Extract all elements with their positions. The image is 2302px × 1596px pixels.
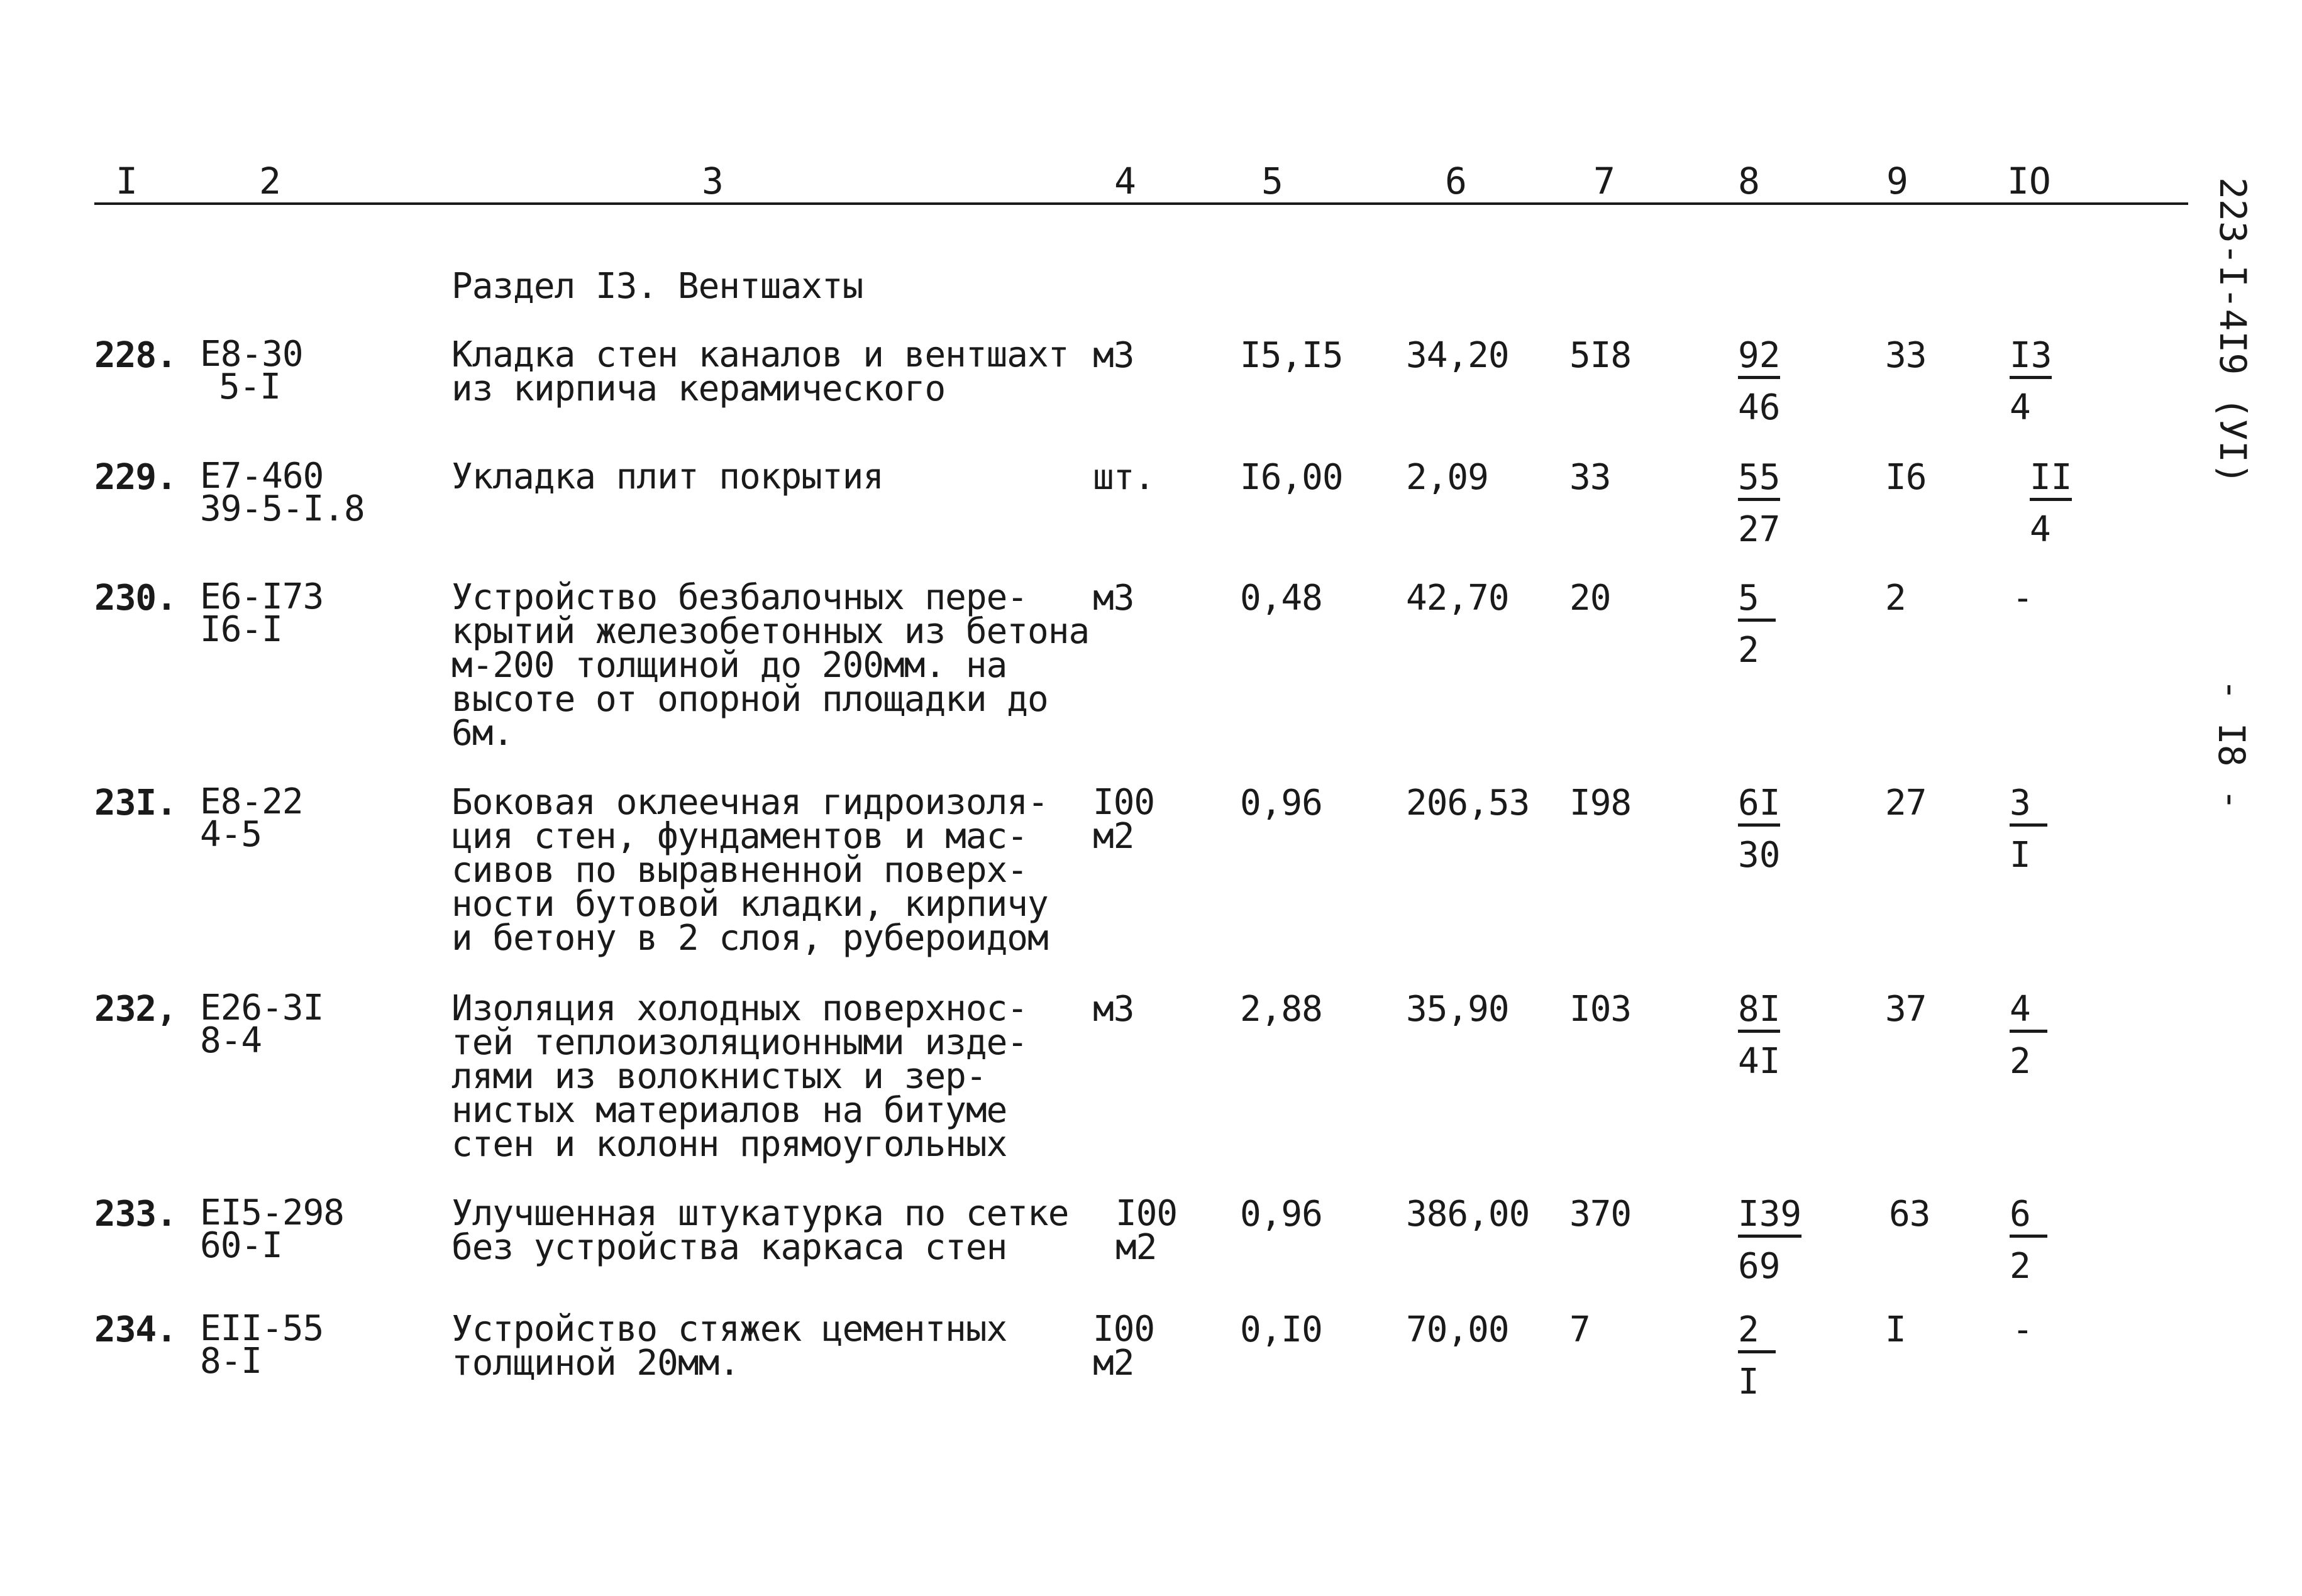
desc-line: высоте от опорной площадки до bbox=[451, 679, 1048, 720]
desc-line: м-200 толщиной до 200мм. на bbox=[451, 645, 1007, 686]
col-header-7: 7 bbox=[1593, 160, 1615, 202]
row-unit bbox=[1093, 782, 1155, 857]
fraction-numerator: 55 bbox=[1738, 460, 1780, 501]
row-total: 370 bbox=[1569, 1194, 1632, 1235]
row-price: 34,20 bbox=[1406, 335, 1509, 376]
fraction-numerator: 2 bbox=[1738, 1313, 1776, 1353]
fraction-numerator: 4 bbox=[2010, 992, 2047, 1033]
desc-line: Кладка стен каналов и вентшахт bbox=[451, 334, 1069, 375]
desc-line: нистых материалов на битуме bbox=[451, 1090, 1007, 1131]
row-col8-fraction bbox=[1738, 457, 1781, 550]
fraction-numerator: 5 bbox=[1738, 581, 1776, 622]
row-quantity: 0,48 bbox=[1240, 578, 1322, 619]
row-description bbox=[451, 456, 884, 497]
fraction-denominator: 2 bbox=[1738, 630, 1759, 671]
row-number: 23I. bbox=[94, 783, 177, 823]
row-quantity: 0,I0 bbox=[1240, 1309, 1322, 1350]
fraction-numerator: 8I bbox=[1738, 992, 1780, 1033]
row-price: 42,70 bbox=[1406, 578, 1509, 619]
row-col8-fraction bbox=[1738, 1309, 1776, 1402]
row-code-1: EI5-298 bbox=[200, 1192, 345, 1233]
desc-line: Укладка плит покрытия bbox=[451, 456, 884, 497]
row-col9: 33 bbox=[1885, 335, 1927, 376]
row-price: 70,00 bbox=[1406, 1309, 1509, 1350]
row-col8-fraction bbox=[1738, 989, 1781, 1082]
row-col8-fraction bbox=[1738, 335, 1781, 428]
row-col9: I6 bbox=[1885, 457, 1927, 498]
unit-line: I00 bbox=[1115, 1193, 1178, 1234]
col-header-6: 6 bbox=[1445, 160, 1467, 202]
fraction-numerator: I39 bbox=[1738, 1197, 1801, 1238]
fraction-numerator: 6 bbox=[2010, 1197, 2047, 1238]
row-quantity: 2,88 bbox=[1240, 989, 1322, 1030]
row-total: I98 bbox=[1569, 783, 1632, 823]
unit-line: м2 bbox=[1115, 1227, 1157, 1268]
fraction-denominator: 30 bbox=[1738, 835, 1781, 876]
col-header-10: IO bbox=[2007, 160, 2051, 202]
row-code-2: 5-I bbox=[219, 366, 281, 407]
row-code-2: 8-4 bbox=[200, 1020, 262, 1061]
row-unit bbox=[1093, 1309, 1155, 1384]
row-code-1: EII-55 bbox=[200, 1308, 324, 1349]
fraction-denominator: I bbox=[1738, 1362, 1759, 1402]
desc-line: крытий железобетонных из бетона bbox=[451, 611, 1090, 652]
col-header-2: 2 bbox=[259, 160, 281, 202]
desc-line: и бетону в 2 слоя, рубероидом bbox=[451, 918, 1048, 959]
desc-line: ности бутовой кладки, кирпичу bbox=[451, 884, 1048, 925]
row-price: 386,00 bbox=[1406, 1194, 1530, 1235]
row-quantity: 0,96 bbox=[1240, 1194, 1322, 1235]
desc-line: 6м. bbox=[451, 713, 514, 754]
row-code-2: 60-I bbox=[200, 1225, 282, 1266]
row-unit bbox=[1115, 1193, 1178, 1268]
row-code bbox=[200, 988, 324, 1061]
unit-line: м2 bbox=[1093, 1343, 1134, 1384]
row-col9: 2 bbox=[1885, 578, 1906, 619]
row-total: 33 bbox=[1569, 457, 1611, 498]
row-col9: 27 bbox=[1885, 783, 1927, 823]
row-col10-fraction bbox=[2010, 989, 2047, 1082]
row-total: 7 bbox=[1569, 1309, 1590, 1350]
row-unit: м3 bbox=[1093, 335, 1134, 376]
section-title: Раздел I3. Вентшахты bbox=[451, 266, 863, 307]
row-code-1: E7-460 bbox=[200, 456, 324, 497]
fraction-denominator: 4 bbox=[2010, 387, 2031, 428]
row-col8-fraction bbox=[1738, 578, 1776, 671]
document-code-label: 223-I-4I9 (УI) bbox=[2211, 177, 2254, 485]
row-code-1: E8-22 bbox=[200, 781, 303, 822]
desc-line: Изоляция холодных поверхнос- bbox=[451, 988, 1028, 1029]
fraction-numerator: 3 bbox=[2010, 786, 2047, 827]
row-description bbox=[451, 782, 1048, 959]
header-rule bbox=[94, 202, 2188, 205]
desc-line: тей теплоизоляционными изде- bbox=[451, 1022, 1028, 1063]
desc-line: ция стен, фундаментов и мас- bbox=[451, 816, 1028, 857]
fraction-denominator: 69 bbox=[1738, 1246, 1781, 1287]
fraction-numerator: I3 bbox=[2010, 338, 2052, 379]
row-code-2: 4-5 bbox=[200, 814, 262, 855]
row-price: 206,53 bbox=[1406, 783, 1530, 823]
page-number-label: - I8 - bbox=[2210, 679, 2253, 811]
row-description bbox=[451, 1309, 1007, 1384]
fraction-denominator: I bbox=[2010, 835, 2031, 876]
unit-line: м2 bbox=[1093, 816, 1134, 857]
row-col10-fraction bbox=[2010, 335, 2052, 428]
desc-line: лями из волокнистых и зер- bbox=[451, 1056, 987, 1097]
fraction-numerator: II bbox=[2030, 460, 2072, 501]
desc-line: без устройства каркаса стен bbox=[451, 1227, 1007, 1268]
row-description bbox=[451, 1193, 1069, 1268]
row-code-1: E6-I73 bbox=[200, 576, 324, 617]
row-unit: шт. bbox=[1093, 457, 1155, 498]
row-number: 233. bbox=[94, 1194, 177, 1235]
fraction-denominator: 2 bbox=[2010, 1041, 2031, 1082]
col-header-4: 4 bbox=[1114, 160, 1136, 202]
row-quantity: 0,96 bbox=[1240, 783, 1322, 823]
fraction-denominator: 27 bbox=[1738, 509, 1781, 550]
row-quantity: I5,I5 bbox=[1240, 335, 1343, 376]
row-col10: - bbox=[2012, 1309, 2033, 1350]
row-col9: 37 bbox=[1885, 989, 1927, 1030]
row-description bbox=[451, 334, 1069, 409]
row-number: 228. bbox=[94, 335, 177, 376]
row-col10: - bbox=[2012, 578, 2033, 619]
col-header-1: I bbox=[116, 160, 138, 202]
row-col10-fraction bbox=[2010, 783, 2047, 876]
row-code-2: 8-I bbox=[200, 1341, 262, 1382]
row-code bbox=[200, 334, 303, 407]
row-col8-fraction bbox=[1738, 1194, 1802, 1287]
row-code-1: E8-30 bbox=[200, 334, 303, 375]
fraction-numerator: 6I bbox=[1738, 786, 1780, 827]
row-number: 232, bbox=[94, 989, 177, 1030]
row-unit: м3 bbox=[1093, 989, 1134, 1030]
row-unit: м3 bbox=[1093, 578, 1134, 619]
desc-line: Боковая оклеечная гидроизоля- bbox=[451, 782, 1048, 823]
row-price: 35,90 bbox=[1406, 989, 1509, 1030]
row-description bbox=[451, 577, 1090, 754]
row-price: 2,09 bbox=[1406, 457, 1488, 498]
fraction-denominator: 4 bbox=[2030, 509, 2051, 550]
row-total: 5I8 bbox=[1569, 335, 1632, 376]
desc-line: Улучшенная штукатурка по сетке bbox=[451, 1193, 1069, 1234]
col-header-8: 8 bbox=[1738, 160, 1760, 202]
row-quantity: I6,00 bbox=[1240, 457, 1343, 498]
fraction-denominator: 4I bbox=[1738, 1041, 1781, 1082]
row-code-1: E26-3I bbox=[200, 988, 324, 1028]
desc-line: Устройство безбалочных пере- bbox=[451, 577, 1028, 618]
row-code-2: I6-I bbox=[200, 609, 282, 650]
row-number: 234. bbox=[94, 1309, 177, 1350]
col-header-9: 9 bbox=[1886, 160, 1908, 202]
row-code bbox=[200, 1192, 345, 1266]
desc-line: стен и колонн прямоугольных bbox=[451, 1124, 1007, 1165]
desc-line: сивов по выравненной поверх- bbox=[451, 850, 1028, 891]
row-code-2: 39-5-I.8 bbox=[200, 488, 365, 529]
row-col9: I bbox=[1885, 1309, 1906, 1350]
row-number: 230. bbox=[94, 578, 177, 619]
fraction-denominator: 2 bbox=[2010, 1246, 2031, 1287]
desc-line: Устройство стяжек цементных bbox=[451, 1309, 1007, 1350]
desc-line: из кирпича керамического bbox=[451, 368, 946, 409]
row-col8-fraction bbox=[1738, 783, 1781, 876]
row-total: 20 bbox=[1569, 578, 1611, 619]
row-col10-fraction bbox=[2010, 1194, 2047, 1287]
fraction-denominator: 46 bbox=[1738, 387, 1781, 428]
row-col10-fraction bbox=[2030, 457, 2072, 550]
row-total: I03 bbox=[1569, 989, 1632, 1030]
row-description bbox=[451, 988, 1028, 1165]
col-header-5: 5 bbox=[1261, 160, 1283, 202]
desc-line: толщиной 20мм. bbox=[451, 1343, 740, 1384]
row-code bbox=[200, 576, 324, 650]
row-code bbox=[200, 456, 365, 529]
row-col9: 63 bbox=[1889, 1194, 1930, 1235]
col-header-3: 3 bbox=[702, 160, 724, 202]
fraction-numerator: 92 bbox=[1738, 338, 1780, 379]
unit-line: I00 bbox=[1093, 1309, 1155, 1350]
row-number: 229. bbox=[94, 457, 177, 498]
row-code bbox=[200, 781, 303, 855]
row-code bbox=[200, 1308, 324, 1382]
unit-line: I00 bbox=[1093, 782, 1155, 823]
